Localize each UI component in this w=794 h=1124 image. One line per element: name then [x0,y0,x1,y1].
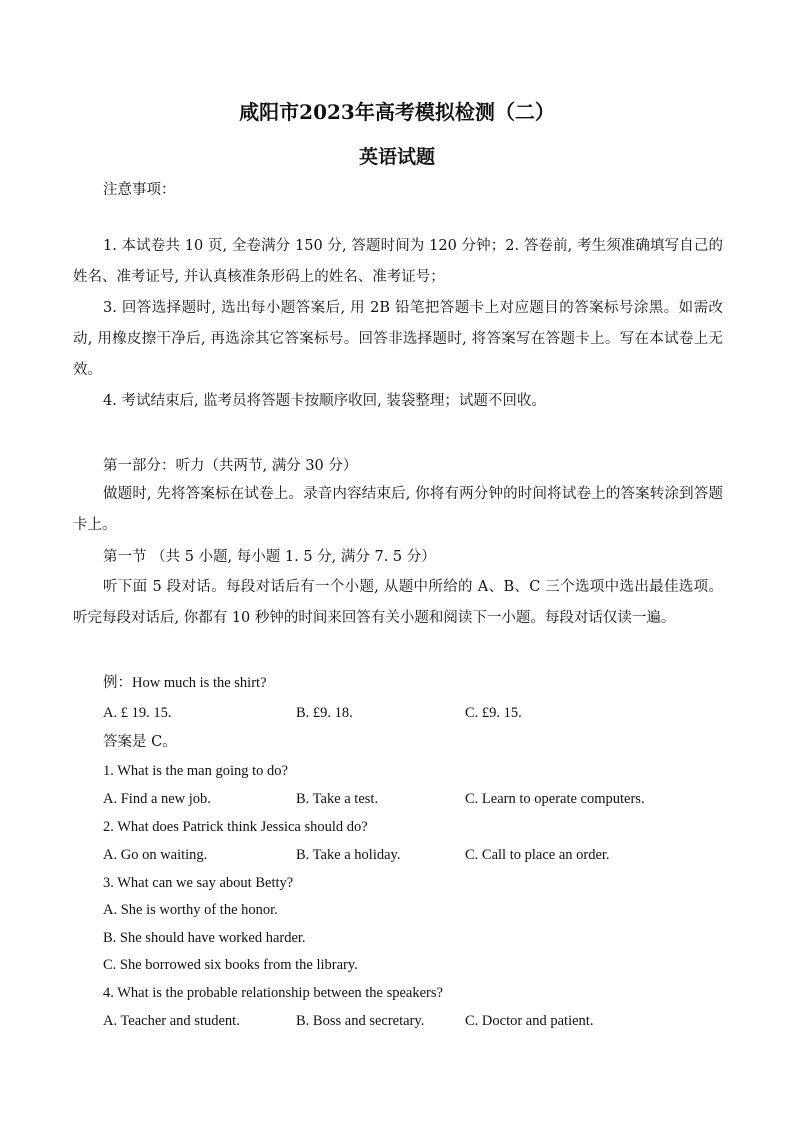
question-1-option-c: C. Learn to operate computers. [465,791,645,807]
part1-instruction: 做题时, 先将答案标在试卷上。录音内容结束后, 你将有两分钟的时间将试卷上的答案转涂到答题卡上。 [73,486,723,533]
question-4: 4. What is the probable relationship between the speakers? [103,985,443,1001]
section1-instruction: 听下面 5 段对话。每段对话后有一个小题, 从题中所给的 A、B、C 三个选项中选出最佳选项。听完每段对话后, 你都有 10 秒钟的时间来回答有关小题和阅读下一小题。每段对话仅读一遍。 [73,579,723,626]
question-1-option-b: B. Take a test. [296,791,379,807]
example-option-a: A. £ 19. 15. [103,705,172,721]
example-question: 例：How much is the shirt? [103,675,267,691]
question-2-option-b: B. Take a holiday. [296,847,401,863]
example-answer: 答案是 C。 [103,734,177,750]
subject-title: 英语试题 [358,146,435,168]
question-3-option-c: C. She borrowed six books from the library. [103,957,358,973]
example-option-c: C. £9. 15. [465,705,522,721]
example-option-b: B. £9. 18. [296,705,353,721]
notice-item-1: 1. 本试卷共 10 页, 全卷满分 150 分, 答题时间为 120 分钟；2. 答卷前, 考生须准确填写自己的姓名、准考证号, 并认真核准条形码上的姓名、准考证号； [73,238,723,285]
question-2: 2. What does Patrick think Jessica should do? [103,819,368,835]
question-4-option-b: B. Boss and secretary. [296,1013,425,1029]
question-1-option-a: A. Find a new job. [103,791,211,807]
notice-heading: 注意事项： [103,182,176,198]
section1-heading: 第一节 （共 5 小题, 每小题 1. 5 分, 满分 7. 5 分） [103,549,436,565]
notice-item-3: 3. 回答选择题时, 选出每小题答案后, 用 2B 铅笔把答题卡上对应题目的答案标号涂黑。如需改动, 用橡皮擦干净后, 再选涂其它答案标号。回答非选择题时, 将答案写在答题卡上。写在本试卷上无效。 [73,300,723,378]
question-4-option-c: C. Doctor and patient. [465,1013,594,1029]
exam-title: 咸阳市2023年高考模拟检测（二） [239,100,555,124]
question-3: 3. What can we say about Betty? [103,875,294,891]
question-1: 1. What is the man going to do? [103,763,288,779]
question-3-option-a: A. She is worthy of the honor. [103,902,278,918]
question-2-option-a: A. Go on waiting. [103,847,208,863]
question-4-option-a: A. Teacher and student. [103,1013,240,1029]
part1-heading: 第一部分：听力（共两节, 满分 30 分） [103,458,358,474]
notice-item-4: 4. 考试结束后, 监考员将答题卡按顺序收回, 装袋整理；试题不回收。 [103,393,546,409]
question-3-option-b: B. She should have worked harder. [103,930,306,946]
question-2-option-c: C. Call to place an order. [465,847,610,863]
